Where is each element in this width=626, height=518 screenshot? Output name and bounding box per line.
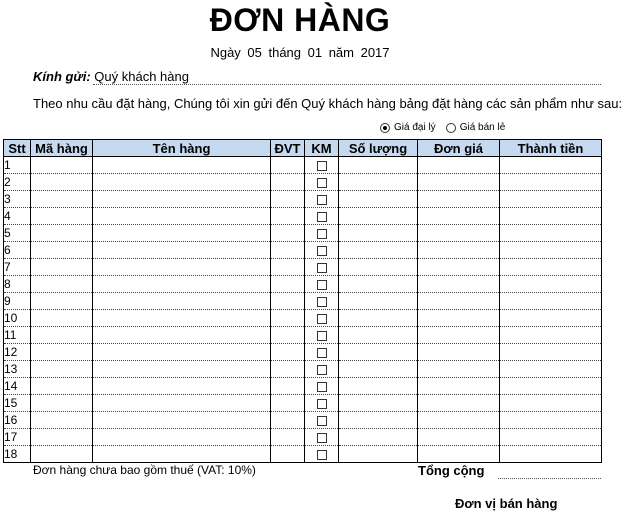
promo-checkbox[interactable]: [317, 433, 327, 443]
table-row: [4, 208, 602, 225]
unit-cell[interactable]: [271, 242, 305, 259]
table-row: [4, 174, 602, 191]
amount-cell[interactable]: [500, 429, 602, 446]
row-number: 4: [4, 208, 31, 225]
unit-cell[interactable]: [271, 191, 305, 208]
item-name-cell[interactable]: [93, 395, 271, 412]
item-name-cell[interactable]: [93, 242, 271, 259]
item-code-cell[interactable]: [31, 293, 93, 310]
total-label: Tổng cộng: [418, 463, 485, 478]
amount-cell[interactable]: [500, 208, 602, 225]
quantity-cell[interactable]: [339, 242, 418, 259]
item-code-cell[interactable]: [31, 412, 93, 429]
promo-cell: [305, 293, 339, 310]
item-code-cell[interactable]: [31, 208, 93, 225]
unit-cell[interactable]: [271, 208, 305, 225]
item-code-cell[interactable]: [31, 327, 93, 344]
item-code-cell[interactable]: [31, 446, 93, 463]
promo-checkbox[interactable]: [317, 365, 327, 375]
vat-note: Đơn hàng chưa bao gồm thuế (VAT: 10%): [33, 463, 256, 477]
item-name-cell[interactable]: [93, 344, 271, 361]
unit-cell[interactable]: [271, 395, 305, 412]
unit-price-cell[interactable]: [418, 344, 500, 361]
intro-text: Theo nhu cầu đặt hàng, Chúng tôi xin gửi đến Quý khách hàng bảng đặt hàng các sản phẩm như sau:: [33, 96, 623, 111]
quantity-cell[interactable]: [339, 344, 418, 361]
amount-cell[interactable]: [500, 174, 602, 191]
promo-checkbox[interactable]: [317, 280, 327, 290]
row-number: 2: [4, 174, 31, 191]
amount-cell[interactable]: [500, 344, 602, 361]
quantity-cell[interactable]: [339, 174, 418, 191]
unit-cell[interactable]: [271, 412, 305, 429]
promo-checkbox[interactable]: [317, 195, 327, 205]
table-row: [4, 327, 602, 344]
table-row: [4, 157, 602, 174]
promo-cell: [305, 327, 339, 344]
unit-price-cell[interactable]: [418, 412, 500, 429]
page-title: ĐƠN HÀNG: [209, 2, 391, 38]
item-code-cell[interactable]: [31, 276, 93, 293]
promo-checkbox[interactable]: [317, 399, 327, 409]
unit-price-cell[interactable]: [418, 259, 500, 276]
item-name-cell[interactable]: [93, 191, 271, 208]
quantity-cell[interactable]: [339, 208, 418, 225]
item-name-cell[interactable]: [93, 429, 271, 446]
total-value-field[interactable]: [498, 478, 601, 479]
table-body: [4, 157, 602, 463]
item-name-cell[interactable]: [93, 310, 271, 327]
item-code-cell[interactable]: [31, 395, 93, 412]
amount-cell[interactable]: [500, 276, 602, 293]
item-name-cell[interactable]: [93, 446, 271, 463]
promo-cell: [305, 174, 339, 191]
promo-checkbox[interactable]: [317, 450, 327, 460]
unit-price-cell[interactable]: [418, 191, 500, 208]
promo-checkbox[interactable]: [317, 246, 327, 256]
addressee: [33, 69, 189, 84]
unit-price-cell[interactable]: [418, 446, 500, 463]
unit-cell[interactable]: [271, 276, 305, 293]
col-header-amount: Thành tiền: [500, 140, 602, 157]
addressee-underline: [93, 84, 601, 85]
table-row: [4, 344, 602, 361]
item-code-cell[interactable]: [31, 378, 93, 395]
item-code-cell[interactable]: [31, 242, 93, 259]
unit-cell[interactable]: [271, 310, 305, 327]
col-header-stt: Stt: [4, 140, 31, 157]
quantity-cell[interactable]: [339, 327, 418, 344]
table-row: [4, 191, 602, 208]
item-code-cell[interactable]: [31, 174, 93, 191]
promo-cell: [305, 412, 339, 429]
col-header-item-name: Tên hàng: [93, 140, 271, 157]
amount-cell[interactable]: [500, 225, 602, 242]
item-name-cell[interactable]: [93, 327, 271, 344]
promo-checkbox[interactable]: [317, 416, 327, 426]
col-header-promo: KM: [305, 140, 339, 157]
amount-cell[interactable]: [500, 361, 602, 378]
amount-cell[interactable]: [500, 310, 602, 327]
quantity-cell[interactable]: [339, 276, 418, 293]
radio-retail-price-label: Giá bán lẻ: [459, 122, 506, 133]
unit-price-cell[interactable]: [418, 225, 500, 242]
quantity-cell[interactable]: [339, 259, 418, 276]
item-name-cell[interactable]: [93, 378, 271, 395]
promo-checkbox[interactable]: [317, 314, 327, 324]
item-code-cell[interactable]: [31, 259, 93, 276]
promo-checkbox[interactable]: [317, 382, 327, 392]
quantity-cell[interactable]: [339, 412, 418, 429]
promo-cell: [305, 157, 339, 174]
item-code-cell[interactable]: [31, 310, 93, 327]
promo-checkbox[interactable]: [317, 263, 327, 273]
unit-price-cell[interactable]: [418, 395, 500, 412]
promo-cell: [305, 429, 339, 446]
radio-selected-icon[interactable]: [380, 123, 390, 133]
item-name-cell[interactable]: [93, 225, 271, 242]
table-header-row: [4, 140, 602, 157]
col-header-unit-price: Đơn giá: [418, 140, 500, 157]
promo-cell: [305, 225, 339, 242]
unit-cell[interactable]: [271, 446, 305, 463]
radio-agent-price-label: Giá đại lý: [394, 122, 436, 133]
unit-price-cell[interactable]: [418, 327, 500, 344]
table-row: [4, 310, 602, 327]
col-header-quantity: Số lượng: [339, 140, 418, 157]
unit-price-cell[interactable]: [418, 208, 500, 225]
item-code-cell[interactable]: [31, 361, 93, 378]
promo-cell: [305, 446, 339, 463]
item-name-cell[interactable]: [93, 208, 271, 225]
amount-cell[interactable]: [500, 446, 602, 463]
seller-label: Đơn vị bán hàng: [455, 496, 558, 511]
promo-checkbox[interactable]: [317, 212, 327, 222]
table-row: [4, 242, 602, 259]
item-name-cell[interactable]: [93, 157, 271, 174]
quantity-cell[interactable]: [339, 157, 418, 174]
item-code-cell[interactable]: [31, 191, 93, 208]
promo-cell: [305, 259, 339, 276]
amount-cell[interactable]: [500, 395, 602, 412]
row-number: 7: [4, 259, 31, 276]
radio-agent-price[interactable]: [380, 122, 436, 133]
order-date: Ngày 05 tháng 01 năm 2017: [210, 45, 390, 60]
item-code-cell[interactable]: [31, 157, 93, 174]
col-header-unit: ĐVT: [271, 140, 305, 157]
unit-cell[interactable]: [271, 225, 305, 242]
radio-unselected-icon[interactable]: [446, 123, 456, 133]
unit-cell[interactable]: [271, 429, 305, 446]
promo-checkbox[interactable]: [317, 331, 327, 341]
row-number: 6: [4, 242, 31, 259]
row-number: 14: [4, 378, 31, 395]
unit-cell[interactable]: [271, 157, 305, 174]
amount-cell[interactable]: [500, 259, 602, 276]
amount-cell[interactable]: [500, 327, 602, 344]
table-row: [4, 225, 602, 242]
promo-cell: [305, 361, 339, 378]
amount-cell[interactable]: [500, 412, 602, 429]
promo-checkbox[interactable]: [317, 161, 327, 171]
row-number: 3: [4, 191, 31, 208]
promo-cell: [305, 242, 339, 259]
quantity-cell[interactable]: [339, 191, 418, 208]
promo-cell: [305, 378, 339, 395]
unit-price-cell[interactable]: [418, 293, 500, 310]
item-name-cell[interactable]: [93, 361, 271, 378]
quantity-cell[interactable]: [339, 361, 418, 378]
row-number: 17: [4, 429, 31, 446]
row-number: 5: [4, 225, 31, 242]
unit-cell[interactable]: [271, 361, 305, 378]
row-number: 18: [4, 446, 31, 463]
unit-cell[interactable]: [271, 293, 305, 310]
quantity-cell[interactable]: [339, 310, 418, 327]
amount-cell[interactable]: [500, 378, 602, 395]
amount-cell[interactable]: [500, 157, 602, 174]
promo-checkbox[interactable]: [317, 229, 327, 239]
row-number: 8: [4, 276, 31, 293]
table-row: [4, 378, 602, 395]
row-number: 11: [4, 327, 31, 344]
quantity-cell[interactable]: [339, 378, 418, 395]
unit-price-cell[interactable]: [418, 310, 500, 327]
table-row: [4, 412, 602, 429]
amount-cell[interactable]: [500, 242, 602, 259]
item-name-cell[interactable]: [93, 293, 271, 310]
addressee-value[interactable]: Quý khách hàng: [94, 69, 189, 84]
table-row: [4, 395, 602, 412]
promo-cell: [305, 310, 339, 327]
promo-cell: [305, 276, 339, 293]
promo-checkbox[interactable]: [317, 297, 327, 307]
table-row: [4, 259, 602, 276]
promo-cell: [305, 191, 339, 208]
item-code-cell[interactable]: [31, 429, 93, 446]
unit-price-cell[interactable]: [418, 378, 500, 395]
quantity-cell[interactable]: [339, 429, 418, 446]
item-code-cell[interactable]: [31, 225, 93, 242]
item-name-cell[interactable]: [93, 412, 271, 429]
table-row: [4, 293, 602, 310]
row-number: 16: [4, 412, 31, 429]
row-number: 9: [4, 293, 31, 310]
promo-checkbox[interactable]: [317, 178, 327, 188]
price-type-group: [380, 122, 505, 133]
promo-cell: [305, 208, 339, 225]
unit-price-cell[interactable]: [418, 429, 500, 446]
promo-checkbox[interactable]: [317, 348, 327, 358]
unit-cell[interactable]: [271, 327, 305, 344]
item-name-cell[interactable]: [93, 259, 271, 276]
row-number: 13: [4, 361, 31, 378]
row-number: 12: [4, 344, 31, 361]
quantity-cell[interactable]: [339, 395, 418, 412]
col-header-item-code: Mã hàng: [31, 140, 93, 157]
unit-price-cell[interactable]: [418, 242, 500, 259]
order-table: [3, 139, 602, 463]
unit-cell[interactable]: [271, 259, 305, 276]
item-name-cell[interactable]: [93, 276, 271, 293]
item-name-cell[interactable]: [93, 174, 271, 191]
radio-retail-price[interactable]: [446, 122, 506, 133]
unit-cell[interactable]: [271, 344, 305, 361]
table-row: [4, 361, 602, 378]
row-number: 1: [4, 157, 31, 174]
amount-cell[interactable]: [500, 293, 602, 310]
unit-cell[interactable]: [271, 174, 305, 191]
quantity-cell[interactable]: [339, 293, 418, 310]
row-number: 15: [4, 395, 31, 412]
table-row: [4, 446, 602, 463]
quantity-cell[interactable]: [339, 225, 418, 242]
unit-price-cell[interactable]: [418, 361, 500, 378]
promo-cell: [305, 395, 339, 412]
quantity-cell[interactable]: [339, 446, 418, 463]
item-code-cell[interactable]: [31, 344, 93, 361]
addressee-label: Kính gửi:: [33, 69, 91, 84]
promo-cell: [305, 344, 339, 361]
row-number: 10: [4, 310, 31, 327]
unit-price-cell[interactable]: [418, 157, 500, 174]
unit-price-cell[interactable]: [418, 174, 500, 191]
table-row: [4, 429, 602, 446]
table-row: [4, 276, 602, 293]
unit-cell[interactable]: [271, 378, 305, 395]
unit-price-cell[interactable]: [418, 276, 500, 293]
amount-cell[interactable]: [500, 191, 602, 208]
